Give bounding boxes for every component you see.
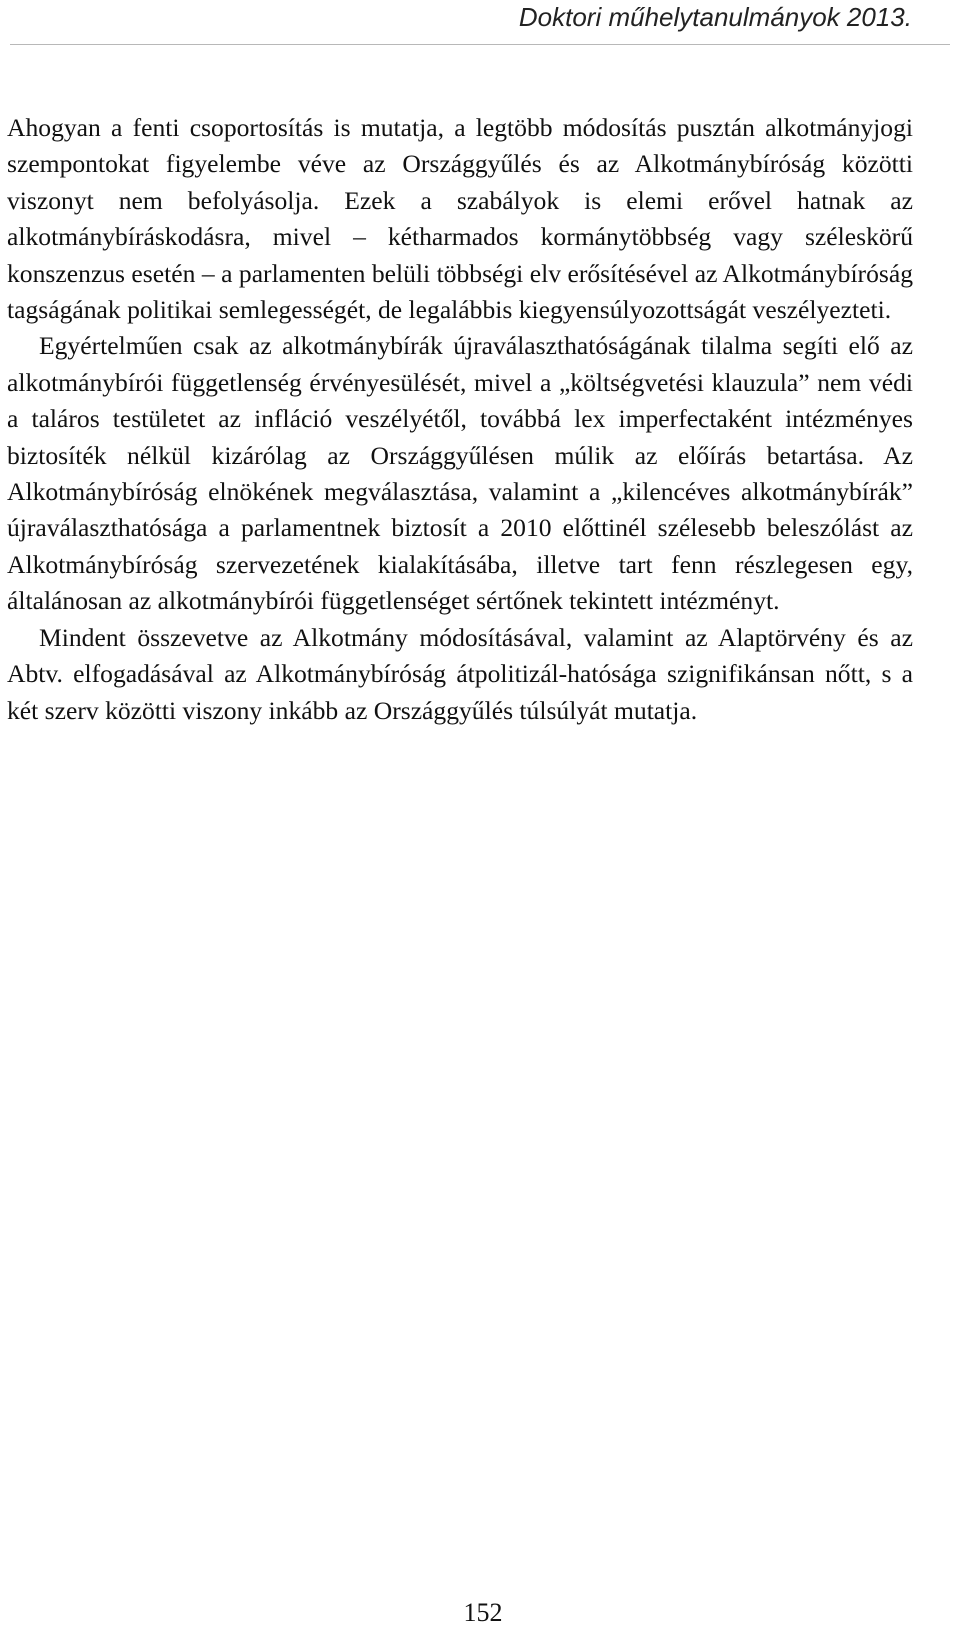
paragraph-1: Ahogyan a fenti csoportosítás is mutatja, a legtöbb módosítás pusztán alkotmányjogi szempontokat figyelembe véve az Országgyűlés és az Alkotmánybíróság közötti viszonyt nem befolyásolja. Ezek a szabályok is elemi erővel hatnak az alkotmánybíráskodásra, mivel – kétharmados kormánytöbbség vagy széleskörű konszenzus esetén – a parlamenten belüli többségi elv erősítésével az Alkotmánybíróság tagságának politikai semlegességét, de legalábbis kiegyensúlyozottságát veszélyezteti. <box>7 113 913 325</box>
running-header <box>0 0 960 48</box>
paragraph-2: Egyértelműen csak az alkotmánybírák újraválaszthatóságának tilalma segíti elő az alkotmánybírói függetlenség érvényesülését, mivel a „költségvetési klauzula” nem védi a taláros testületet az infláció veszélyétől, továbbá lex imperfectaként intézményes biztosíték nélkül kizárólag az Országgyűlésen múlik az előírás betartása. Az Alkotmánybíróság elnökének megválasztása, valamint a „kilencéves alkotmánybírák” újraválaszthatósága a parlamentnek biztosít a 2010 előttinél szélesebb beleszólást az Alkotmánybíróság szervezetének kialakításába, illetve tart fenn részlegesen egy, általánosan az alkotmánybírói függetlenséget sértőnek tekintett intézményt. <box>7 331 913 616</box>
publication-title: Doktori műhelytanulmányok 2013. <box>518 2 912 32</box>
header-divider <box>10 44 950 45</box>
paragraph-3: Mindent összevetve az Alkotmány módosításával, valamint az Alaptörvény és az Abtv. elfogadásával az Alkotmánybíróság átpolitizál-hatósága szignifikánsan nőtt, s a két szerv közötti viszony inkább az Országgyűlés túlsúlyát mutatja. <box>7 622 913 725</box>
body-text <box>7 110 913 729</box>
page-number: 152 <box>463 1598 503 1627</box>
